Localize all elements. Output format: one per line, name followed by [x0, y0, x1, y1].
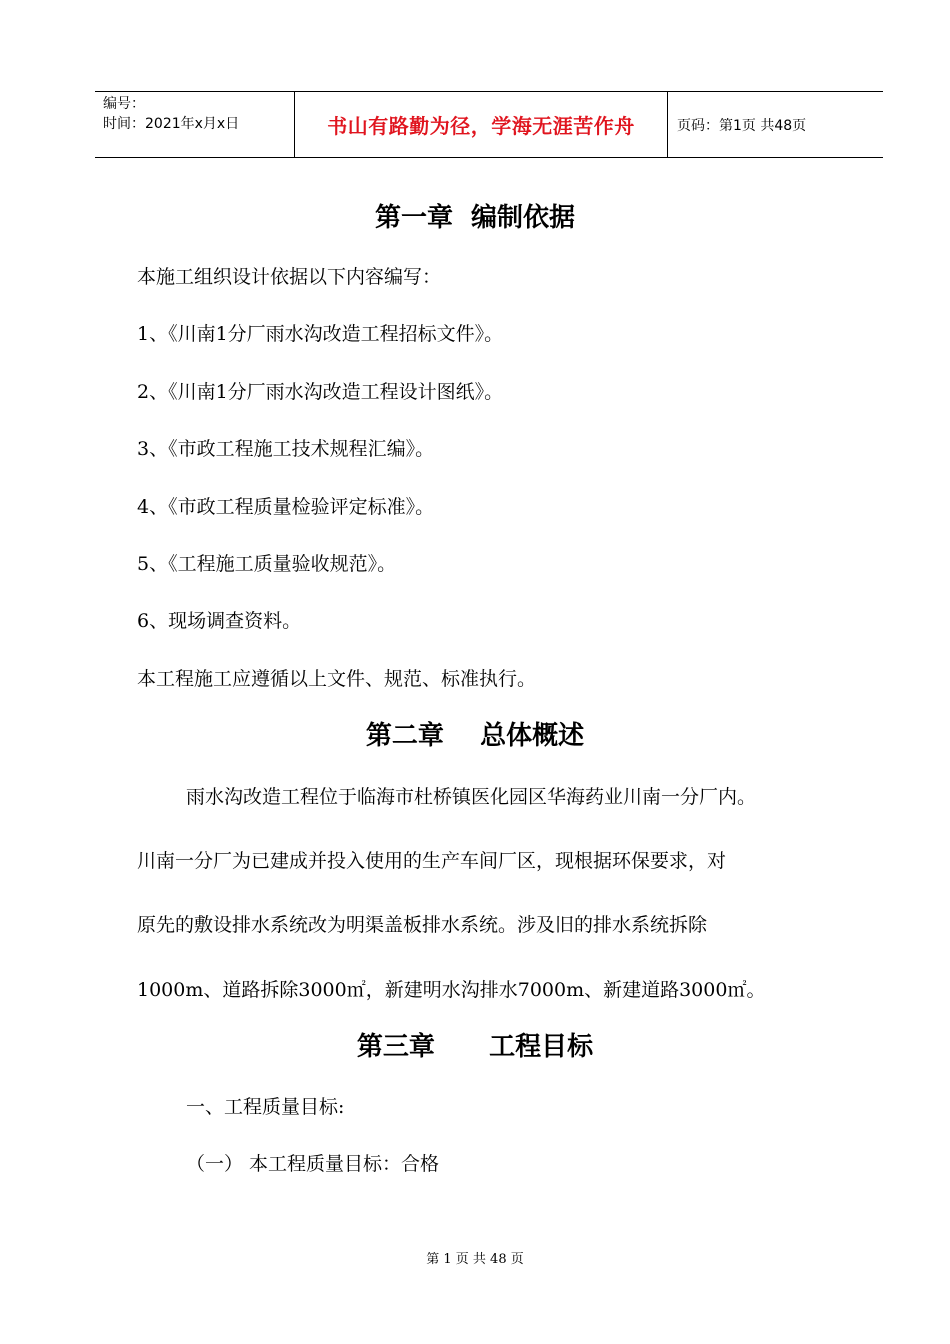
header-page-cell — [668, 92, 883, 157]
chapter2-paragraph-line-4: 1000m、道路拆除3000㎡，新建明水沟排水7000m、新建道路3000㎡。 — [137, 979, 766, 1001]
chapter3-quality-target: （一） 本工程质量目标：合格 — [186, 1153, 440, 1175]
chapter1-item-5: 5、《工程施工质量验收规范》。 — [137, 553, 397, 575]
chapter2-paragraph-line-1: 雨水沟改造工程位于临海市杜桥镇医化园区华海药业川南一分厂内。 — [186, 786, 757, 808]
chapter1-item-1: 1、《川南1分厂雨水沟改造工程招标文件》。 — [137, 323, 504, 345]
chapter3-subheading: 一、工程质量目标: — [186, 1096, 345, 1118]
chapter1-closing: 本工程施工应遵循以上文件、规范、标准执行。 — [137, 668, 537, 690]
chapter3-title: 第三章 工程目标 — [356, 1032, 594, 1062]
header-motto: 书山有路勤为径，学海无涯苦作舟 — [327, 114, 635, 138]
chapter1-item-3: 3、《市政工程施工技术规程汇编》。 — [137, 438, 435, 460]
document-time-label: 时间：2021年x月x日 — [103, 116, 240, 132]
chapter1-title: 第一章 编制依据 — [374, 203, 576, 233]
chapter2-paragraph-line-3: 原先的敷设排水系统改为明渠盖板排水系统。涉及旧的排水系统拆除 — [137, 914, 708, 936]
chapter1-item-2: 2、《川南1分厂雨水沟改造工程设计图纸》。 — [137, 381, 504, 403]
chapter1-item-4: 4、《市政工程质量检验评定标准》。 — [137, 496, 435, 518]
chapter2-title: 第二章 总体概述 — [365, 721, 585, 751]
header-table — [95, 91, 883, 158]
header-meta-cell — [95, 92, 295, 157]
header-motto-cell — [295, 92, 668, 157]
page-footer: 第 1 页 共 48 页 — [426, 1252, 524, 1267]
header-page-number: 页码：第1页 共48页 — [677, 117, 807, 134]
chapter1-item-6: 6、现场调查资料。 — [137, 610, 302, 632]
document-number-label: 编号： — [103, 96, 145, 112]
chapter1-intro: 本施工组织设计依据以下内容编写： — [137, 266, 442, 288]
chapter2-paragraph-line-2: 川南一分厂为已建成并投入使用的生产车间厂区，现根据环保要求，对 — [137, 850, 727, 872]
